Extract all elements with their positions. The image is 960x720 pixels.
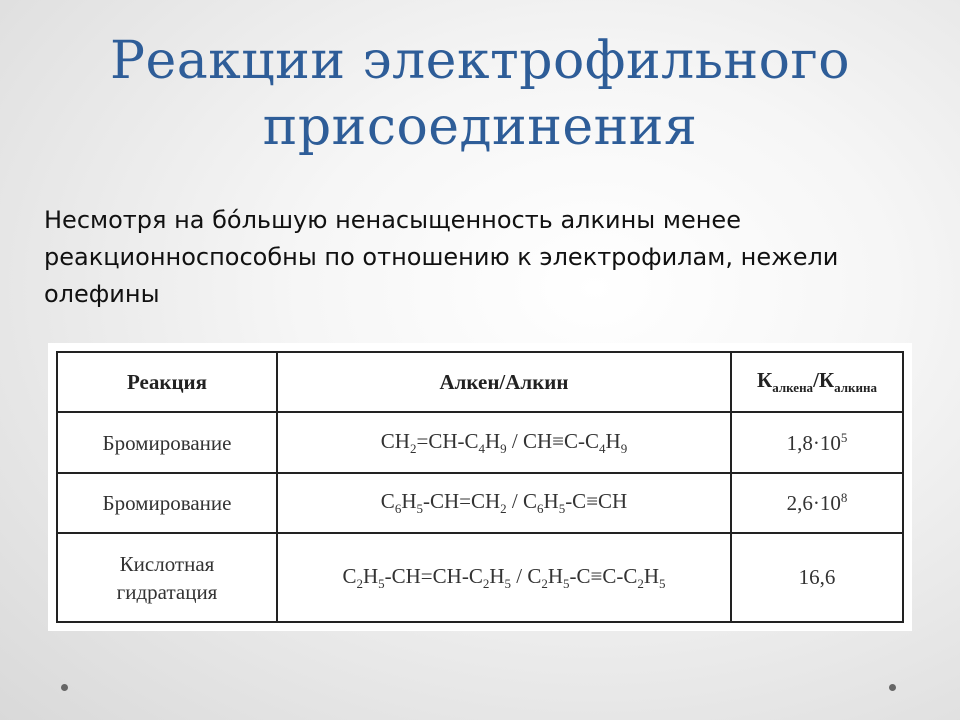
formula-text: -C≡CH xyxy=(565,489,628,513)
header-reaction: Реакция xyxy=(57,352,277,412)
cell-ratio xyxy=(731,412,903,472)
table-row xyxy=(57,412,903,472)
reaction-line-2: гидратация xyxy=(116,579,218,604)
cell-ratio: 16,6 xyxy=(731,533,903,622)
formula-text: CH xyxy=(380,428,410,453)
formula-subscript: 5 xyxy=(378,575,385,591)
formula-subscript: 6 xyxy=(537,501,544,517)
cell-reaction: Бромирование xyxy=(57,473,277,533)
formula-text: H xyxy=(401,489,417,513)
formula-subscript: 5 xyxy=(416,501,423,517)
formula-text: H xyxy=(605,428,621,453)
slide-title-line-2: присоединения xyxy=(262,97,698,157)
formula-subscript: 9 xyxy=(500,440,507,456)
ratio-base: 2,6·10 xyxy=(786,491,841,516)
slide-body-text: Несмотря на бóльшую ненасыщенность алкины менее реакционноспособны по отношению к электрофилам, нежели олефины xyxy=(44,206,839,308)
table-row xyxy=(57,473,903,533)
ratio-exponent: 8 xyxy=(840,490,848,506)
formula-subscript: 6 xyxy=(394,501,402,517)
cell-formula xyxy=(277,533,731,622)
formula-text: C xyxy=(342,563,357,588)
formula-text: H xyxy=(485,428,501,453)
formula-text: / CH≡C-C xyxy=(506,428,600,453)
formula-subscript: 5 xyxy=(558,501,566,517)
slide-dot-right xyxy=(889,684,896,691)
table-header-row xyxy=(57,352,903,412)
reaction-table xyxy=(56,351,904,623)
header-compounds: Алкен/Алкин xyxy=(277,352,731,412)
formula-subscript: 5 xyxy=(563,575,570,591)
formula-subscript: 4 xyxy=(599,440,606,456)
formula-text: / C xyxy=(511,563,542,588)
slide-title xyxy=(0,28,960,160)
slide-title-line-1: Реакции электрофильного xyxy=(109,31,851,91)
slide-dot-left xyxy=(61,684,68,691)
cell-formula xyxy=(277,473,731,533)
header-ratio-k1: К xyxy=(756,368,773,393)
formula-text: C xyxy=(380,489,395,513)
cell-reaction xyxy=(57,533,277,622)
cell-formula xyxy=(277,412,731,472)
formula-text: H xyxy=(643,563,660,588)
formula-subscript: 2 xyxy=(409,440,417,456)
formula-text: =CH-C xyxy=(416,428,479,453)
formula-text: -CH=CH xyxy=(422,489,501,513)
formula-subscript: 9 xyxy=(620,440,628,456)
formula-subscript: 2 xyxy=(541,575,548,591)
header-ratio xyxy=(731,352,903,412)
formula-subscript: 5 xyxy=(659,575,666,591)
formula-subscript: 2 xyxy=(500,501,507,517)
formula-text: -C≡C-C xyxy=(569,563,638,588)
cell-reaction: Бромирование xyxy=(57,412,277,472)
formula-text: H xyxy=(547,563,564,588)
formula-subscript: 5 xyxy=(504,575,511,591)
header-ratio-sub-alkyne: алкина xyxy=(834,380,878,396)
cell-ratio xyxy=(731,473,903,533)
formula-subscript: 2 xyxy=(637,575,644,591)
formula-text: H xyxy=(543,489,559,513)
formula-text: H xyxy=(362,563,379,588)
formula-subscript: 2 xyxy=(356,575,363,591)
header-ratio-sub-alkene: алкена xyxy=(772,380,814,396)
formula-subscript: 4 xyxy=(478,440,485,456)
ratio-exponent: 5 xyxy=(840,429,848,445)
header-ratio-k2: /К xyxy=(813,368,835,393)
formula-text: -CH=CH-C xyxy=(384,563,483,588)
ratio-base: 1,8·10 xyxy=(786,430,841,455)
formula-text: / C xyxy=(506,489,538,513)
table-row xyxy=(57,533,903,622)
formula-text: H xyxy=(489,563,505,588)
table-panel xyxy=(48,343,912,631)
reaction-line-1: Кислотная xyxy=(119,551,215,576)
formula-subscript: 2 xyxy=(482,575,490,591)
